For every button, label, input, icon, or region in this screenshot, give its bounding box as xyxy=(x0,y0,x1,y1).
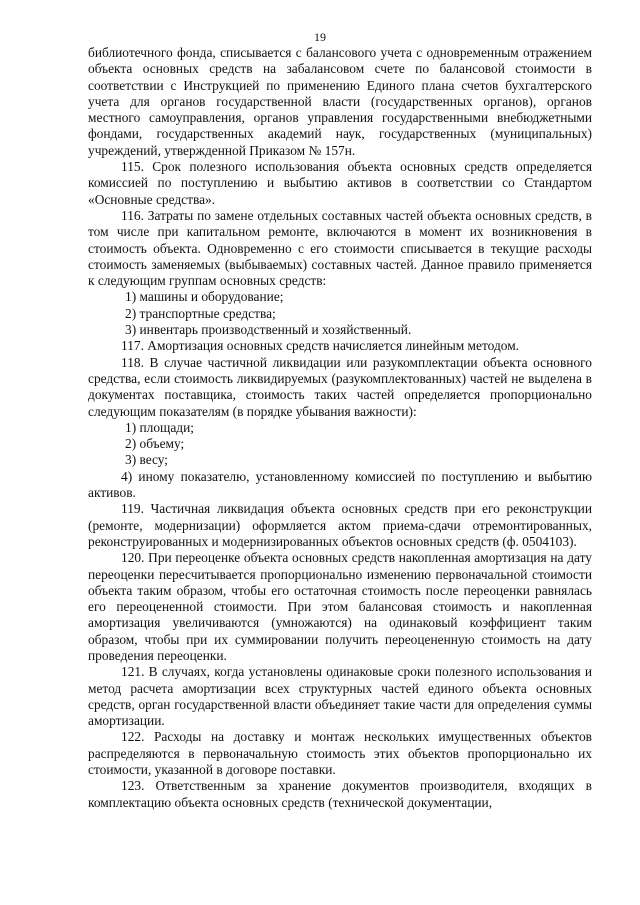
paragraph: 115. Срок полезного использования объекта основных средств определяется комиссией по поступлению и выбытию активов в соответствии со Стандартом «Основные средства». xyxy=(88,159,592,207)
document-body xyxy=(88,45,592,811)
list-item: 1) площади; xyxy=(125,419,194,435)
list-item: 1) машины и оборудование; xyxy=(125,289,284,305)
page-number: 19 xyxy=(314,30,326,44)
paragraph: 120. При переоценке объекта основных средств накопленная амортизация на дату переоценки пересчитывается пропорционально изменению первоначальной стоимости объекта таким образом, чтобы его остаточная стоимость после переоценки равнялась его переоцененной стоимости. При этом балансовая стоимость и накопленная амортизация увеличиваются (умножаются) на одинаковый коэффициент таким образом, чтобы при их суммировании получить переоцененную стоимость на дату проведения переоценки. xyxy=(88,550,592,663)
list-item: 3) весу; xyxy=(125,452,169,468)
paragraph: 116. Затраты по замене отдельных составных частей объекта основных средств, в том числе при капитальном ремонте, включаются в момент их возникновения в стоимость объекта. Одновременно с его стоимости списывается в текущие расходы стоимость заменяемых (выбываемых) составных частей. Данное правило применяется к следующим группам основных средств: xyxy=(88,207,592,289)
paragraph: 119. Частичная ликвидация объекта основных средств при его реконструкции (ремонте, модернизации) оформляется актом приема-сдачи отремонтированных, реконструированных и модернизированных объектов основных средств (ф. 0504103). xyxy=(88,501,592,549)
paragraph: 117. Амортизация основных средств начисляется линейным методом. xyxy=(121,338,520,354)
paragraph: 121. В случаях, когда установлены одинаковые сроки полезного использования и метод расчета амортизации всех структурных частей единого объекта основных средств, орган государственной власти объединяет такие части для определения суммы амортизации. xyxy=(88,664,592,729)
paragraph: 118. В случае частичной ликвидации или разукомплектации объекта основного средства, если стоимость ликвидируемых (разукомплектованных) частей не выделена в документах поставщика, стоимость таких частей определяется пропорционально следующим показателям (в порядке убывания важности): xyxy=(88,354,592,419)
paragraph: 123. Ответственным за хранение документов производителя, входящих в комплектацию объекта основных средств (технической документации, xyxy=(88,778,592,810)
list-item: 2) объему; xyxy=(125,436,185,452)
paragraph: библиотечного фонда, списывается с балансового учета с одновременным отражением объекта основных средств на забалансовом счете по балансовой стоимости в соответствии с Инструкцией по применению Единого плана счетов бухгалтерского учета для органов государственной власти (государственных органов), органов местного самоуправления, органов управления государственными внебюджетными фондами, государственных академий наук, государственных (муниципальных) учреждений, утвержденной Приказом № 157н. xyxy=(88,45,592,158)
list-item: 3) инвентарь производственный и хозяйственный. xyxy=(125,322,412,338)
list-item: 2) транспортные средства; xyxy=(125,305,276,321)
paragraph: 4) иному показателю, установленному комиссией по поступлению и выбытию активов. xyxy=(88,468,592,501)
paragraph: 122. Расходы на доставку и монтаж нескольких имущественных объектов распределяются в первоначальную стоимость этих объектов пропорционально их стоимости, указанной в договоре поставки. xyxy=(88,729,592,778)
